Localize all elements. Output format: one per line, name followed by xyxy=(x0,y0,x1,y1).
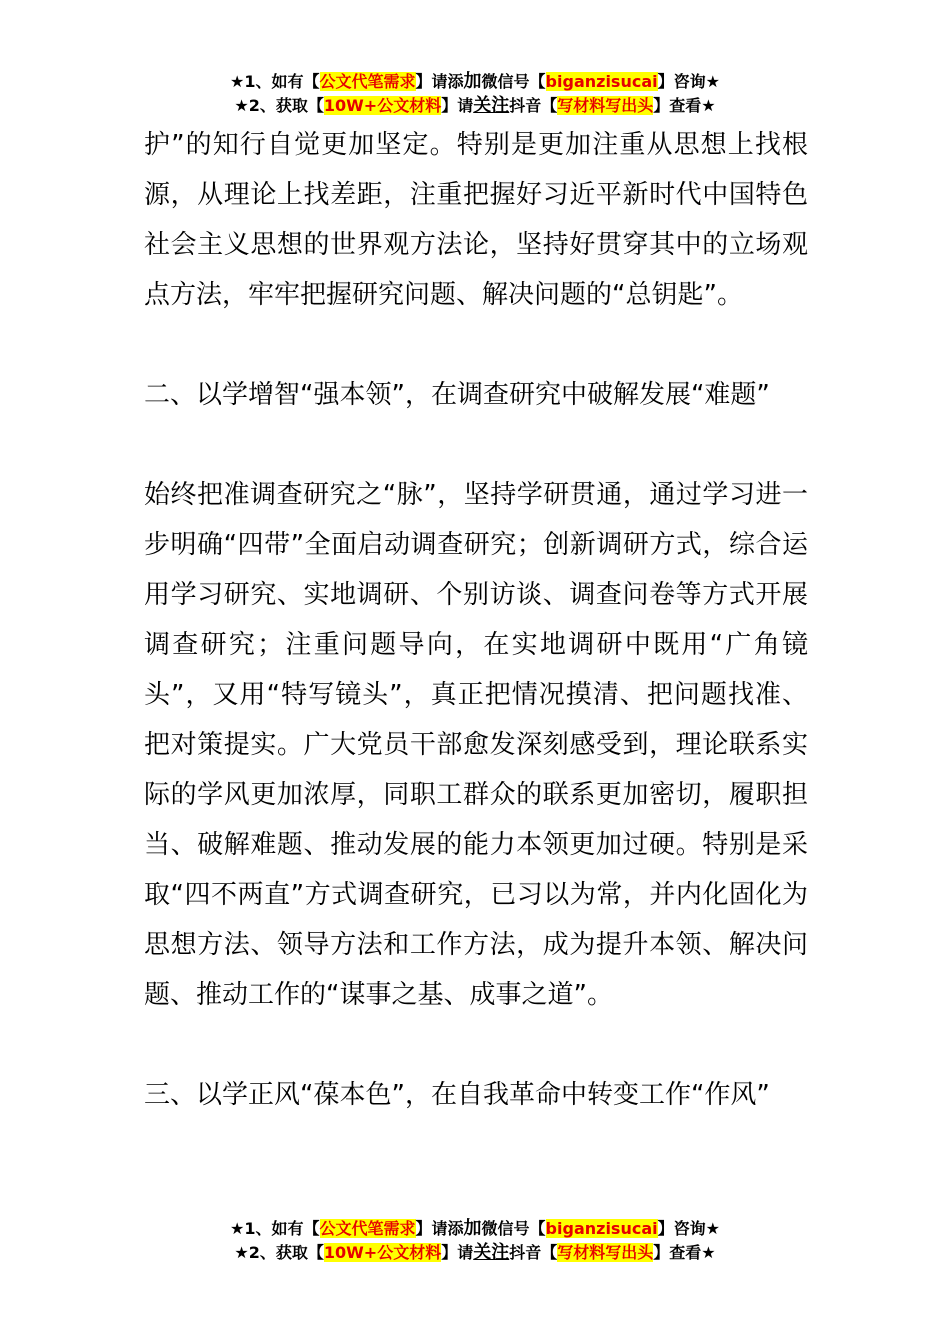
banner-text: 微信号【 xyxy=(481,1219,546,1238)
banner-text: 】请添 xyxy=(415,1219,464,1238)
banner-text: ★1、如有【 xyxy=(230,72,320,91)
paragraph-1: 护”的知行自觉更加坚定。特别是更加注重从思想上找根源，从理论上找差距，注重把握好习近平新时代中国特色社会主义思想的世界观方法论，坚持好贯穿其中的立场观点方法，牢牢把握研究问题、解决问题的“总钥匙”。 xyxy=(144,130,808,310)
banner-highlight: 公文代笔需求 xyxy=(319,72,416,91)
header-banner xyxy=(0,70,950,118)
banner-highlight: 10W+公文材料 xyxy=(323,96,442,115)
banner-text: 加 xyxy=(463,1218,482,1239)
document-body xyxy=(144,120,808,1120)
section-heading-3: 三、以学正风“葆本色”，在自我革命中转变工作“作风” xyxy=(144,1080,770,1110)
paragraph-gap xyxy=(144,320,808,370)
banner-line-2 xyxy=(0,94,950,118)
paragraph-gap xyxy=(144,420,808,470)
banner-text: 】咨询★ xyxy=(657,1219,720,1238)
banner-text: 加 xyxy=(463,71,482,92)
banner-text: 微信号【 xyxy=(481,72,546,91)
banner-highlight: 公文代笔需求 xyxy=(319,1219,416,1238)
banner-text: 】查看★ xyxy=(653,1243,716,1262)
banner-text: 抖音【 xyxy=(509,1243,558,1262)
footer-banner xyxy=(0,1217,950,1265)
banner-line-1 xyxy=(0,1217,950,1241)
banner-line-1 xyxy=(0,70,950,94)
banner-text: ★2、获取【 xyxy=(234,1243,324,1262)
banner-text: 】咨询★ xyxy=(657,72,720,91)
banner-highlight: 写材料写出头 xyxy=(557,96,654,115)
paragraph-gap xyxy=(144,1020,808,1070)
banner-text: 关注 xyxy=(473,95,510,116)
banner-highlight: biganzisucai xyxy=(545,72,658,91)
banner-highlight: 10W+公文材料 xyxy=(323,1243,442,1262)
banner-line-2 xyxy=(0,1241,950,1265)
banner-highlight: 写材料写出头 xyxy=(557,1243,654,1262)
banner-highlight: biganzisucai xyxy=(545,1219,658,1238)
section-heading-2: 二、以学增智“强本领”，在调查研究中破解发展“难题” xyxy=(144,380,770,410)
banner-text: ★2、获取【 xyxy=(234,96,324,115)
banner-text: 】查看★ xyxy=(653,96,716,115)
banner-text: 抖音【 xyxy=(509,96,558,115)
paragraph-2: 始终把准调查研究之“脉”，坚持学研贯通，通过学习进一步明确“四带”全面启动调查研究；创新调研方式，综合运用学习研究、实地调研、个别访谈、调查问卷等方式开展调查研究；注重问题导向，在实地调研中既用“广角镜头”，又用“特写镜头”，真正把情况摸清、把问题找准、把对策提实。广大党员干部愈发深刻感受到，理论联系实际的学风更加浓厚，同职工群众的联系更加密切，履职担当、破解难题、推动发展的能力本领更加过硬。特别是采取“四不两直”方式调查研究，已习以为常，并内化固化为思想方法、领导方法和工作方法，成为提升本领、解决问题、推动工作的“谋事之基、成事之道”。 xyxy=(144,480,808,1010)
banner-text: 】请 xyxy=(441,1243,474,1262)
banner-text: 关注 xyxy=(473,1242,510,1263)
banner-text: ★1、如有【 xyxy=(230,1219,320,1238)
banner-text: 】请添 xyxy=(415,72,464,91)
banner-text: 】请 xyxy=(441,96,474,115)
